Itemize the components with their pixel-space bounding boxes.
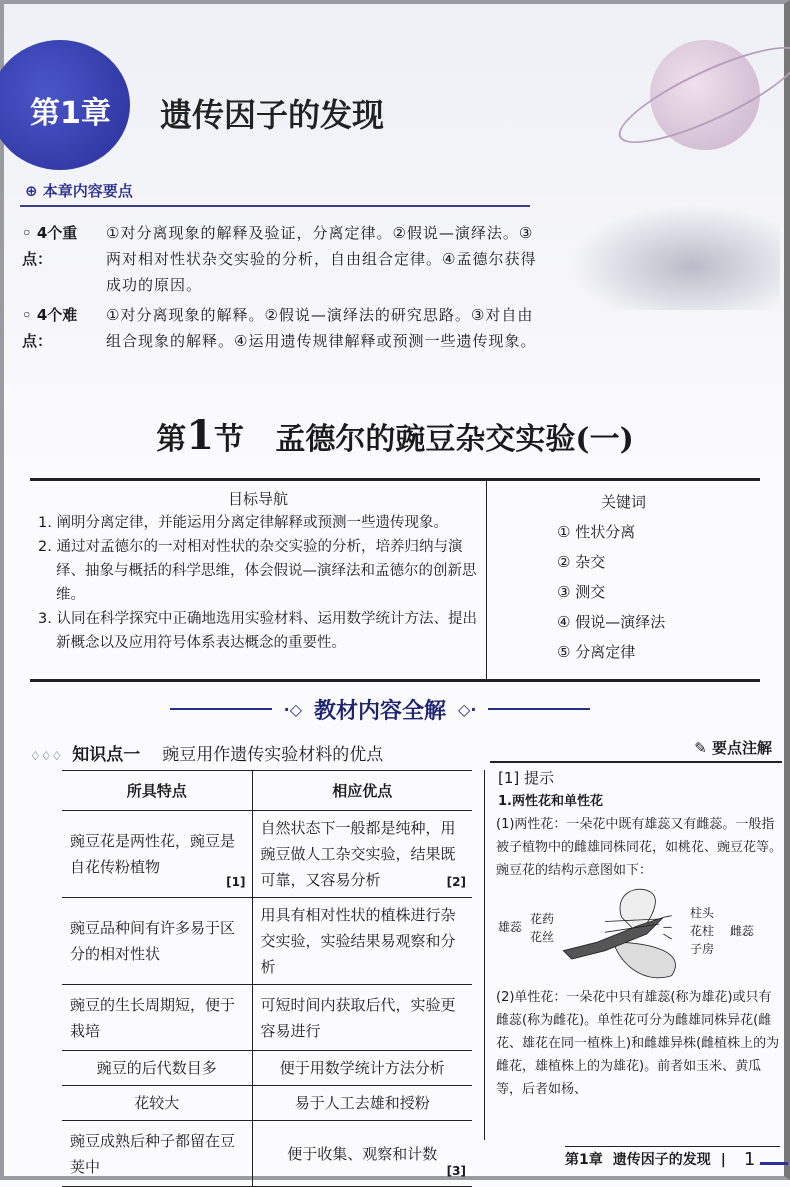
- goal-item: 1. 阐明分离定律，并能运用分离定律解释或预测一些遗传现象。: [38, 515, 448, 531]
- footer-title: 遗传因子的发现: [612, 1152, 711, 1168]
- keyword-item: ④ 假说—演绎法: [557, 613, 666, 631]
- table-row: 豌豆花是两性花，豌豆是自花传粉植物 [1] 自然状态下一般都是纯种，用豌豆做人工杂交实验，结果既可靠，又容易分析 [2]: [62, 811, 472, 898]
- keywords-heading: 关键词: [600, 493, 646, 511]
- key-points-text: ①对分离现象的解释及验证，分离定律。②假说—演绎法。③两对相对性状杂交实验的分析，自由组合定律。④孟德尔获得成功的原因。: [106, 224, 537, 294]
- table-row: 豌豆成熟后种子都留在豆荚中 便于收集、观察和计数 [3]: [62, 1121, 472, 1187]
- page-number: 1: [743, 1149, 756, 1170]
- column-header: 所具特点: [62, 771, 252, 811]
- table-row: 豌豆的后代数目多 便于用数学统计方法分析: [62, 1051, 472, 1086]
- pea-flower-diagram: [490, 884, 782, 984]
- table-header-row: [62, 771, 472, 811]
- notes-column: [490, 738, 782, 1101]
- footer-chapter: 第1章: [565, 1152, 603, 1168]
- label-filament: 花丝: [530, 930, 555, 944]
- content-band: [170, 694, 590, 724]
- table-row: 豌豆品种间有许多易于区分的相对性状 用具有相对性状的植株进行杂交实验，实验结果易观察和分析: [62, 898, 472, 985]
- note-ref[interactable]: [2]: [446, 875, 466, 889]
- label-stamen: 雄蕊: [498, 920, 523, 934]
- keyword-item: ① 性状分离: [557, 523, 636, 541]
- label-ovary: 子房: [690, 942, 715, 956]
- goals-keywords-box: [30, 478, 760, 682]
- keyword-item: ⑤ 分离定律: [557, 643, 636, 661]
- goal-item: 3. 认同在科学探究中正确地选用实验材料、运用数学统计方法、提出新概念以及应用符号体系表达概念的重要性。: [38, 611, 477, 651]
- tip-label: [1] 提示: [498, 769, 555, 787]
- key-points: [22, 220, 537, 298]
- label-pistil: 雌蕊: [730, 924, 755, 938]
- difficult-points-label: ◦ 4个难点：: [22, 306, 78, 350]
- divider: [20, 205, 530, 207]
- note-ref[interactable]: [3]: [446, 1164, 466, 1178]
- chapter-number: 第1章: [30, 96, 111, 131]
- table-row: 豌豆的生长周期短，便于栽培 可短时间内获取后代，实验更容易进行: [62, 985, 472, 1051]
- difficult-points-text: ①对分离现象的解释。②假说—演绎法的研究思路。③对自由组合现象的解释。④运用遗传规律解释或预测一些遗传现象。: [106, 306, 537, 350]
- key-points-label: ◦ 4个重点：: [22, 224, 78, 268]
- keyword-item: ③ 测交: [557, 583, 606, 601]
- section-title: 第1节 孟德尔的豌豆杂交实验(一): [156, 412, 634, 459]
- label-style: 花柱: [690, 924, 715, 938]
- band-title: 教材内容全解: [314, 698, 447, 724]
- goals-heading: 目标导航: [227, 490, 288, 508]
- droplets-icon: ♢♢♢: [30, 749, 63, 763]
- notes-paragraph: (2)单性花：一朵花中只有雄蕊(称为雄花)或只有雌蕊(称为雌花)。单性花可分为雌雄同株异花(雌花、雄花在同一植株上)和雌雄异株(雌植株上的为雌花，雄植株上的为雄花)。前者如玉米、黄瓜等，后者如杨、: [496, 990, 780, 1097]
- advantages-table: [62, 770, 472, 1187]
- column-divider: [484, 770, 485, 1140]
- chapter-points-heading: ⊕ 本章内容要点: [25, 182, 133, 200]
- goals-panel: [30, 481, 487, 679]
- label-stigma: 柱头: [690, 906, 715, 920]
- footer-accent-bar: [760, 1162, 788, 1165]
- notes-subheading: 1.两性花和单性花: [498, 794, 603, 809]
- notes-heading: ✎ 要点注解: [490, 738, 782, 763]
- label-anther: 花药: [530, 912, 555, 926]
- keywords-panel: [487, 481, 760, 679]
- knowledge-point-title: ♢♢♢ 知识点一 豌豆用作遗传实验材料的优点: [30, 745, 384, 765]
- note-ref[interactable]: [1]: [226, 875, 246, 889]
- table-row: 花较大 易于人工去雄和授粉: [62, 1086, 472, 1121]
- page-footer: 第1章 遗传因子的发现 | 1: [565, 1146, 780, 1170]
- chapter-points-heading-text: 本章内容要点: [42, 182, 133, 200]
- notes-paragraph: (1)两性花：一朵花中既有雄蕊又有雌蕊。一般指被子植物中的雌雄同株同花，如桃花、豌豆花等。豌豆花的结构示意图如下：: [496, 817, 783, 878]
- cloud-illustration: [560, 200, 780, 310]
- column-header: 相应优点: [252, 771, 472, 811]
- difficult-points: [22, 302, 537, 354]
- chapter-title: 遗传因子的发现: [160, 96, 385, 134]
- keyword-item: ② 杂交: [557, 553, 606, 571]
- diamond-icon: ◇·: [458, 699, 477, 719]
- goal-item: 2. 通过对孟德尔的一对相对性状的杂交实验的分析，培养归纳与演绎、抽象与概括的科学思维，体会假说—演绎法和孟德尔的创新思维。: [38, 539, 477, 603]
- diamond-icon: ·◇: [283, 699, 302, 719]
